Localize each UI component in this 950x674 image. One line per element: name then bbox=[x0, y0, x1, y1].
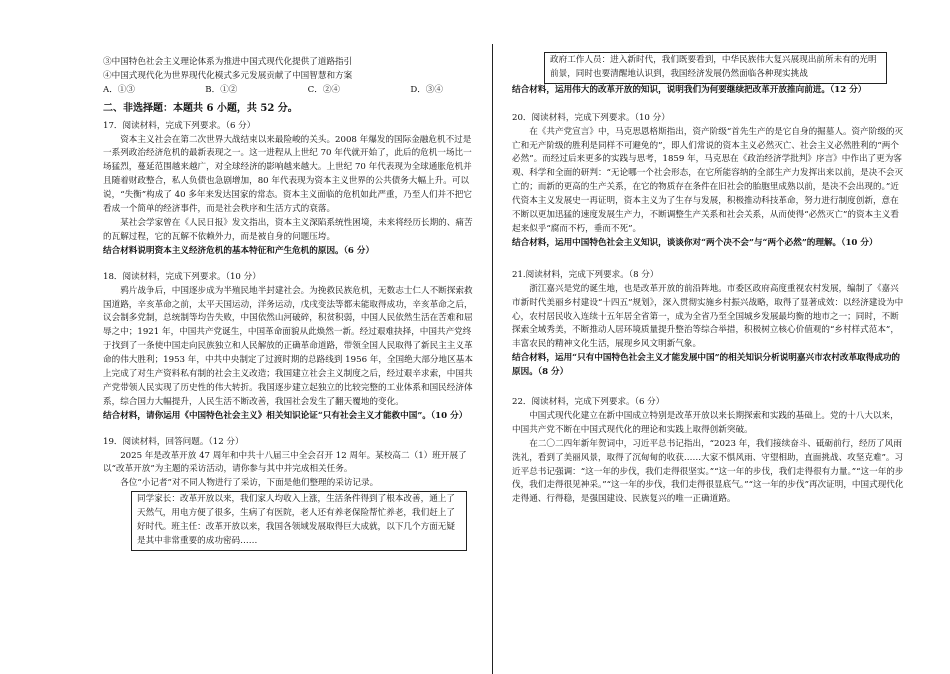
q19-task: 结合材料，运用伟大的改革开放的知识，说明我们为何要继续把改革开放推向前进。（12 分） bbox=[512, 84, 867, 95]
option-4: ④中国式现代化为世界现代化模式多元发展贡献了中国智慧和方案 bbox=[103, 70, 353, 81]
q17-task: 结合材料说明资本主义经济危机的基本特征和产生危机的原因。（6 分） bbox=[103, 245, 375, 256]
q19-stem: 19．阅读材料，回答问题。（12 分） bbox=[103, 436, 244, 447]
left-column bbox=[103, 56, 475, 551]
q22-paragraph-2: 在二〇二四年新年贺词中，习近平总书记指出，“2023 年，我们接续奋斗、砥砺前行，经历了风雨洗礼，看到了美丽风景，取得了沉甸甸的收获……大家不惧风雨、守望相助，直面挑战、攻坚克难”。习近平总书记强调：“这一年的步伐，我们走得很坚实。”“这一年的步伐，我们走得很有力量。”“这一年的步伐，我们走得很见神采。”“这一年的步伐，我们走得很显底气。”“这一年的步伐”再次证明，中国式现代化走得通、行得稳，是强国建设、民族复兴的唯一正确道路。 bbox=[512, 438, 904, 505]
q17-stem: 17．阅读材料，完成下列要求。（6 分） bbox=[103, 120, 256, 131]
section-title: 二、非选择题：本题共 6 小题，共 52 分。 bbox=[103, 102, 298, 114]
q22-stem: 22．阅读材料，完成下列要求。（6 分） bbox=[512, 397, 665, 408]
q19-paragraph-1: 2025 年是改革开放 47 周年和中共十八届三中全会召开 12 周年。某校高二（1）班开展了以“改革开放”为主题的采访活动，请你参与其中并完成相关任务。 bbox=[103, 450, 467, 475]
official-interview-text: 政府工作人员：进入新时代，我们既要看到，中华民族伟大复兴展现出前所未有的光明前景，同时也要清醒地认识到，我国经济发展仍然面临各种现实挑战 bbox=[550, 55, 877, 79]
q19-interview-box bbox=[131, 491, 467, 551]
choice-row bbox=[103, 84, 443, 98]
right-column bbox=[512, 52, 905, 507]
q19-paragraph-2: 各位“小记者”对不同人物进行了采访，下面是他们整理的采访记录。 bbox=[120, 478, 379, 489]
choice-d: D．③④ bbox=[410, 84, 443, 95]
q18-task: 结合材料，请你运用《中国特色社会主义》相关知识论证“只有社会主义才能救中国”。（10 分） bbox=[103, 410, 468, 421]
q20-stem: 20．阅读材料，完成下列要求。（10 分） bbox=[512, 112, 670, 123]
q21-paragraph-1: 浙江嘉兴是党的诞生地，也是改革开放的前沿阵地。市委区政府高度重视农村发展，编制了《嘉兴市新时代美丽乡村建设“十四五”规划》，深入贯彻实施乡村振兴战略，取得了显著成效：以经济建设为中心，农村居民收入连续十五年居全省第一，成为全省乃至全国城乡发展最均衡的地市之一；同时，不断探索全域秀美，不断推动人居环境质量提升整治等综合举措，积极树立核心价值观的“乡村样式范本”，丰富农民的精神文化生活，展现乡风文明新气象。 bbox=[512, 283, 904, 350]
q18-stem: 18．阅读材料，完成下列要求。（10 分） bbox=[103, 271, 261, 282]
choice-b: B．①② bbox=[205, 84, 238, 95]
choice-a: A．①③ bbox=[103, 84, 135, 95]
official-interview-box bbox=[544, 52, 887, 84]
q19-interview-text: 同学家长：改革开放以来，我们家人均收入上涨，生活条件得到了根本改善，通上了天然气，用电方便了很多，生病了有医院，老人还有养老保险帮忙养老，我们赶上了好时代。班主任：改革开放以来，我国各领域发展取得巨大成就，以下几个方面无疑是其中非常重要的成功密码…… bbox=[137, 494, 455, 546]
column-divider bbox=[492, 44, 493, 674]
q21-task: 结合材料，运用“只有中国特色社会主义才能发展中国”的相关知识分析说明嘉兴市农村改革取得成功的原因。（8 分） bbox=[512, 353, 901, 378]
q20-task: 结合材料，运用中国特色社会主义知识，谈谈你对“两个决不会”与“两个必然”的理解。（10 分） bbox=[512, 237, 878, 248]
q17-paragraph-1: 资本主义社会在第二次世界大战结束以来最险峻的关头。2008 年爆发的国际金融危机不过是一系列政治经济危机的最新表现之一。这一进程从上世纪 70 年代就开始了，此后的危机一场比一场猛烈，蔓延范围越来越广，对全球经济的影响越来越大。上世纪 70 年代表现为全球通胀危机并且随着财政整合，私人负债也急剧增加，80 年代表现为资本主义世界的公共债务大幅上升。可以说，“失衡”构成了 40 多年来发达国家的常态。资本主义面临的危机如此严重，乃至人们并不把它看成一个简单的经济事件，而是社会秩序和生活方式的衰落。 bbox=[103, 134, 472, 215]
q22-paragraph-1: 中国式现代化建立在新中国成立特别是改革开放以来长期探索和实践的基础上。党的十八大以来，中国共产党不断在中国式现代化的理论和实践上取得创新突破。 bbox=[512, 410, 899, 435]
option-3: ③中国特色社会主义理论体系为推进中国式现代化提供了道路指引 bbox=[103, 57, 353, 67]
q21-stem: 21.阅读材料，完成下列要求。（8 分） bbox=[512, 269, 659, 280]
q20-paragraph-1: 在《共产党宣言》中，马克思恩格斯指出，资产阶级“首先生产的是它自身的掘墓人。资产阶级的灭亡和无产阶级的胜利是同样不可避免的”，即人们常说的资本主义必然灭亡、社会主义必然胜利的“两个必然”。而经过后来更多的实践与思考，1859 年，马克思在《政治经济学批判》序言》中作出了更为客观、科学和全面的研判：“无论哪一个社会形态，在它所能容纳的全部生产力发挥出来以前，是决不会灭亡的；而新的更高的生产关系，在它的物质存在条件在旧社会的胎胞里成熟以前，是决不会出现的。”近代资本主义发展史一再证明，资本主义为了生存与发展，积极推动科技革命，努力进行制度创新，意在不断以更加迅猛的速度发展生产力，不断调整生产关系和社会关系，从而使得“必然灭亡”的资本主义看起来似乎“腐而不朽，垂而不死”。 bbox=[512, 126, 904, 234]
q18-paragraph-1: 鸦片战争后，中国逐步成为半殖民地半封建社会。为挽救民族危机，无数志士仁人不断探索救国道路，辛亥革命之前，太平天国运动，洋务运动，戊戌变法等都未能取得成功，辛亥革命之后，议会制多党制，总统制等均告失败，中国依然山河破碎，积贫积弱，中国人民依然生活在苦难和屈辱之中；1921 年，中国共产党诞生，中国革命面貌从此焕然一新。经过艰难抉择，中国共产党终于找到了一条使中国走向民族独立和人民解放的正确革命道路，带领全国人民取得了新民主主义革命的伟大胜利；1953 年，中共中央制定了过渡时期的总路线到 1956 年，全国绝大部分地区基本上完成了对生产资料私有制的社会主义改造；我国建立社会主义制度之后，经过艰辛求索，中国共产党带领人民实现了历史性的伟大转折。我国逐步建立起独立的比较完整的工业体系和国民经济体系，综合国力大幅提升，人民生活不断改善，我国社会发生了翻天覆地的变化。 bbox=[103, 285, 473, 407]
choice-c: C．②④ bbox=[307, 84, 341, 95]
q17-paragraph-2: 某社会学家曾在《人民日报》发文指出，资本主义深陷系统性困境，未来将经历长期的、痛苦的瓦解过程，它的瓦解不依赖外力，而是被自身的问题压垮。 bbox=[103, 217, 473, 242]
